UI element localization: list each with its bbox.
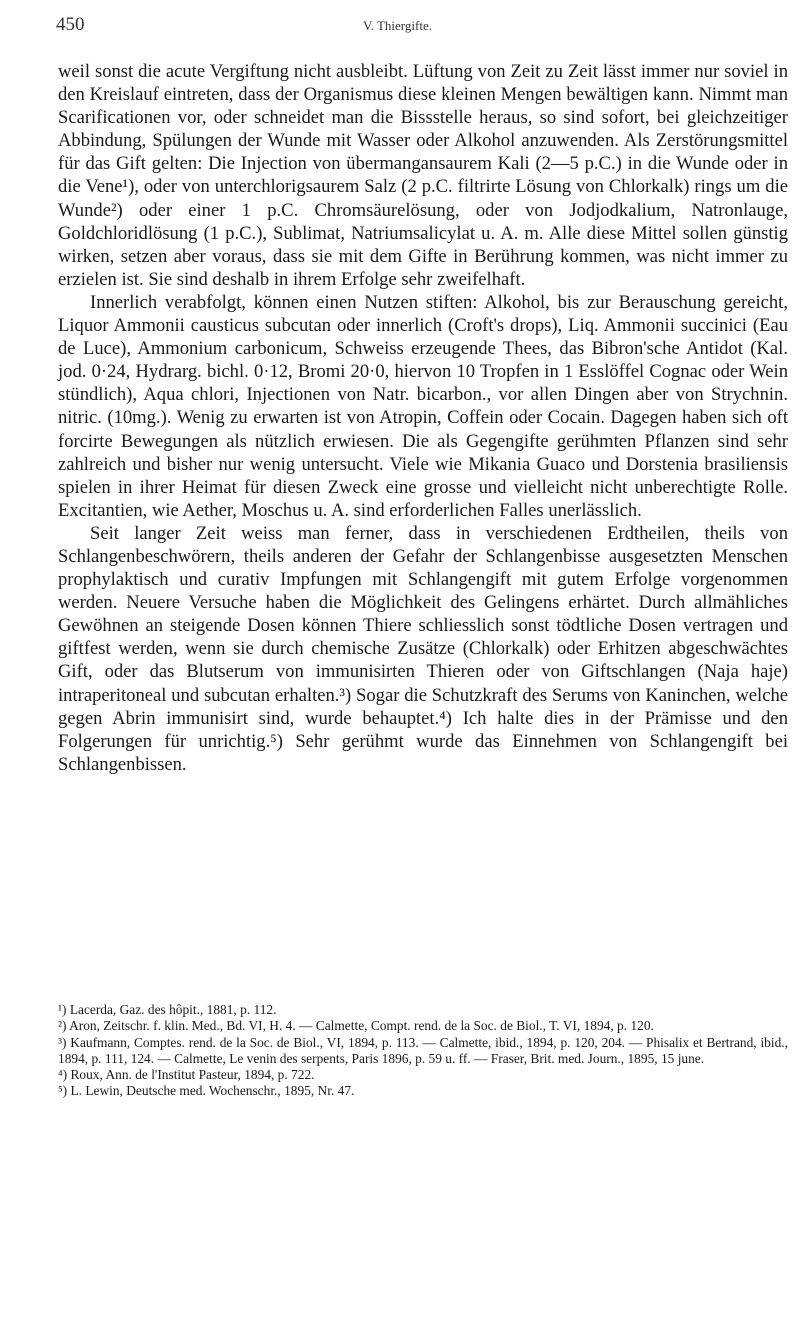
- page-header: [58, 14, 788, 40]
- footnote-5: ⁵) L. Lewin, Deutsche med. Wochenschr., 1895, Nr. 47.: [58, 1083, 355, 1099]
- paragraph-1: weil sonst die acute Vergiftung nicht ausbleibt. Lüftung von Zeit zu Zeit lässt immer nur soviel in den Kreislauf eintreten, dass der Organismus diese kleinen Mengen bewältigen kann. Nimmt man Scarificationen vor, oder schneidet man die Bissstelle heraus, so sind sofort, bei gleichzeitiger Abbindung, Spülungen der Wunde mit Wasser oder Alkohol anzuwenden. Als Zerstörungsmittel für das Gift gelten: Die Injection von übermangansaurem Kali (2—5 p.C.) in die Wunde oder in die Vene¹), oder von unterchlorigsaurem Salz (2 p.C. filtrirte Lösung von Chlorkalk) rings um die Wunde²) oder einer 1 p.C. Chromsäurelösung, oder von Jodjodkalium, Natronlauge, Goldchloridlösung (1 p.C.), Sublimat, Natriumsalicylat u. A. m. Alle diese Mittel sollen günstig wirken, setzen aber voraus, dass sie mit dem Gifte in Berührung kommen, was nicht immer zu erzielen ist. Sie sind deshalb in ihrem Erfolge sehr zweifelhaft.: [58, 61, 788, 290]
- paragraph-3: Seit langer Zeit weiss man ferner, dass in verschiedenen Erdtheilen, theils von Schlangenbeschwörern, theils anderen der Gefahr der Schlangenbisse ausgesetzten Menschen prophylaktisch und curativ Impfungen mit Schlangengift mit gutem Erfolge vorgenommen werden. Neuere Versuche haben die Möglichkeit des Gelingens erhärtet. Durch allmähliches Gewöhnen an steigende Dosen können Thiere schliesslich sonst tödtliche Dosen vertragen und giftfest werden, wenn sie durch chemische Zusätze (Chlorkalk) oder Erhitzen abgeschwächtes Gift, oder das Blutserum von immunisirten Thieren oder von Giftschlangen (Naja haje) intraperitoneal und subcutan erhalten.³) Sogar die Schutzkraft des Serums von Kaninchen, welche gegen Abrin immunisirt sind, wurde behauptet.⁴) Ich halte dies in der Prämisse und den Folgerungen für unrichtig.⁵) Sehr gerühmt wurde das Einnehmen von Schlangengift bei Schlangenbissen.: [58, 522, 788, 775]
- footnote-2: ²) Aron, Zeitschr. f. klin. Med., Bd. VI, H. 4. — Calmette, Compt. rend. de la Soc. de Biol., T. VI, 1894, p. 120.: [58, 1018, 654, 1034]
- footnote-3: ³) Kaufmann, Comptes. rend. de la Soc. de Biol., VI, 1894, p. 113. — Calmette, ibid., 1894, p. 120, 204. — Phisalix et Bertrand, ibid., 1894, p. 111, 124. — Calmette, Le venin des serpents, Paris 1896, p. 59 u. ff. — Fraser, Brit. med. Journ., 1895, 15 june.: [58, 1034, 788, 1066]
- page-number: 450: [56, 14, 85, 35]
- body-text: [58, 60, 788, 776]
- footnote-1: ¹) Lacerda, Gaz. des hôpit., 1881, p. 112.: [58, 1002, 277, 1017]
- footnotes: [58, 1002, 788, 1100]
- footnote-4: ⁴) Roux, Ann. de l'Institut Pasteur, 1894, p. 722.: [58, 1067, 315, 1083]
- paragraph-2: Innerlich verabfolgt, können einen Nutzen stiften: Alkohol, bis zur Berauschung gereicht, Liquor Ammonii causticus subcutan oder innerlich (Croft's drops), Liq. Ammonii succinici (Eau de Luce), Ammonium carbonicum, Schweiss erzeugende Thees, das Bibron'sche Antidot (Kal. jod. 0·24, Hydrarg. bichl. 0·12, Bromi 20·0, hiervon 10 Tropfen in 1 Esslöffel Cognac oder Wein stündlich), Aqua chlori, Injectionen von Natr. bicarbon., vor allen Dingen aber von Strychnin. nitric. (10mg.). Wenig zu erwarten ist von Atropin, Coffein oder Cocain. Dagegen haben sich oft forcirte Bewegungen als nützlich erwiesen. Die als Gegengifte gerühmten Pflanzen sind sehr zahlreich und bisher nur wenig untersucht. Viele wie Mikania Guaco und Dorstenia brasiliensis spielen in ihrer Heimat für diesen Zweck eine grosse und vielleicht nicht unberechtigte Rolle. Excitantien, wie Aether, Moschus u. A. sind erforderlichen Falles unerlässlich.: [58, 291, 788, 521]
- running-head: V. Thiergifte.: [363, 18, 432, 33]
